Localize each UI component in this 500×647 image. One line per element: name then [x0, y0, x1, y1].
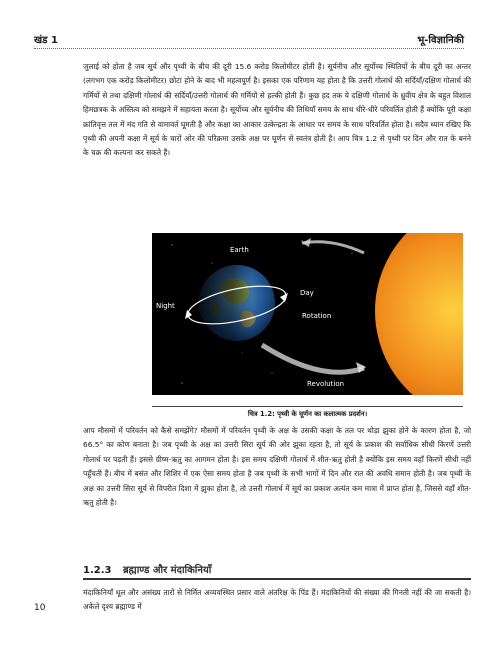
revolution-arrow-bottom: [262, 345, 364, 372]
revolution-arrow-top: [302, 242, 364, 253]
figure-caption: चित्र 1.2: पृथ्वी के घूर्णन का कलात्मक प्रदर्शन।: [152, 406, 463, 421]
sun-icon: [375, 233, 463, 395]
earth-sun-illustration: [152, 233, 463, 395]
page-number: 10: [34, 603, 46, 613]
header-block-label: खंड 1: [34, 35, 58, 46]
label-rotation: Rotation: [302, 312, 332, 320]
figure-earth-rotation: [152, 233, 463, 395]
header-subject-label: भू-विज्ञानिकी: [417, 35, 464, 46]
label-night: Night: [156, 302, 175, 310]
body-paragraph-3: मंदाकिनियाँ धूल और असंख्य तारों से निर्मित अव्यवस्थित प्रसार वाले अंतरिक्ष के पिंड हैं। मंदाकिनियों की संख्या की गिनती नहीं की जा सकती है। अकेले दृश्य ब्रह्माण्ड में: [83, 588, 471, 612]
label-day: Day: [300, 289, 314, 297]
running-header: [34, 30, 464, 49]
section-title: ब्रह्माण्ड और मंदाकिनियाँ: [122, 565, 212, 576]
label-earth: Earth: [230, 246, 249, 254]
section-heading: [83, 562, 471, 580]
body-paragraph-1: जुलाई को होता है जब सूर्य और पृथ्वी के बीच की दूरी 15.6 करोड़ किलोमीटर होती है। सूर्यनीच और सूर्योच्च स्थितियों के बीच दूरी का अन्तर (लगभग एक करोड़ किलोमीटर) छोटा होने के बाद भी महत्वपूर्ण है। इसका एक परिणाम यह होता है कि उत्तरी गोलार्ध की सर्दियाँ/दक्षिण गोलार्ध की गर्मियों से तथा दक्षिणी गोलार्ध की सर्दियाँ/उत्तरी गोलार्ध की गर्मियों से हल्की होती हैं। कुछ हद तक ये दक्षिणी गोलार्ध के ध्रुवीय क्षेत्र के बहुत विशाल हिमछत्रक के अस्तित्व को समझने में सहायता करता है। सूर्योच्च और सूर्यनीच की तिथियाँ समय के साथ धीरे-धीरे परिवर्तित होती हैं क्योंकि पूरी कक्षा क्रांतिवृत्त तल में मंद गति से वामावर्त घूमती है और कक्षा का आकार उत्केन्द्रता के आधार पर समय के साथ परिवर्तित होता है। सदैव ध्यान रखिए कि पृथ्वी की अपनी कक्षा में सूर्य के चारों ओर की परिक्रमा उसके अक्ष पर घूर्णन से स्वतंत्र होती है। आप चित्र 1.2 से पृथ्वी पर दिन और रात के बनने के चक्र की कल्पना कर सकते हैं।: [83, 62, 471, 158]
body-paragraph-2: आप मौसमों में परिवर्तन को कैसे समझेंगे? मौसमों में परिवर्तन पृथ्वी के अक्ष के उसकी कक्षा के तल पर थोड़ा झुका होने के कारण होता है, जो 66.5° का कोण बनाता है। जब पृथ्वी के अक्ष का उत्तरी सिरा सूर्य की ओर झुका रहता है, तो सूर्य के प्रकाश की सर्वाधिक सीधी किरणें उत्तरी गोलार्ध पर पड़ती हैं। इससे ग्रीष्म-ऋतु का आगमन होता है। इस समय दक्षिणी गोलार्ध में शीत-ऋतु होती है क्योंकि इस समय वहाँ किरणें सीधी नहीं पहुँचती हैं। बीच में बसंत और शिशिर में एक ऐसा समय होता है जब पृथ्वी के सभी भागों में दिन और रात की अवधि समान होती है। जब पृथ्वी के अक्ष का उत्तरी सिरा सूर्य से विपरीत दिशा में झुका होता है, तो उत्तरी गोलार्ध में सूर्य का प्रकाश अत्यंत कम मात्रा में प्राप्त होता है, जिससे वहाँ शीत-ऋतु होती है।: [83, 426, 471, 508]
section-number: 1.2.3: [83, 565, 112, 576]
label-revolution: Revolution: [307, 380, 345, 388]
